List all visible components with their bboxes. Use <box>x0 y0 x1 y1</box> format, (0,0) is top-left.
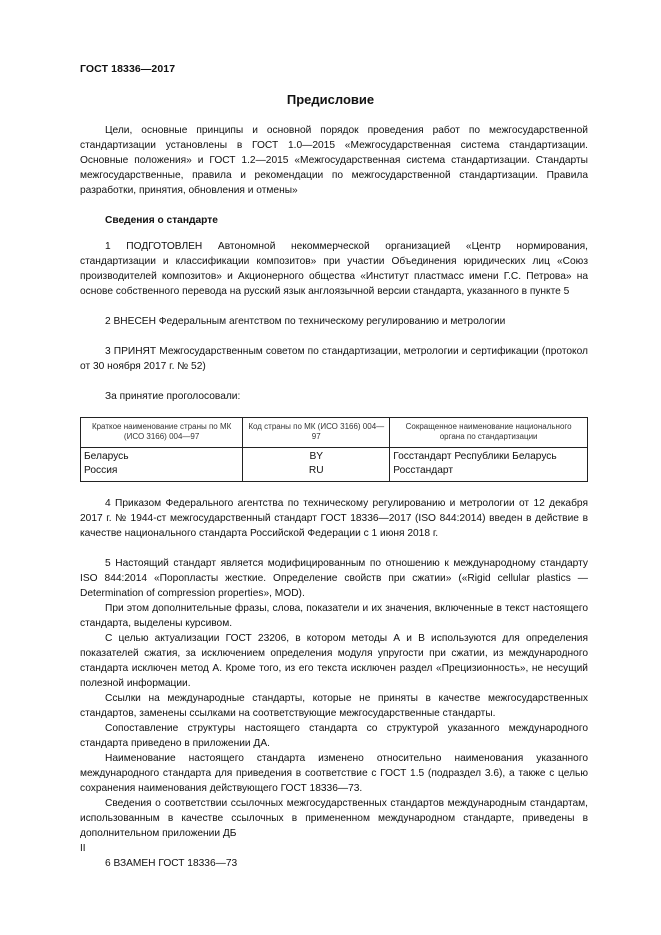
item-5-structure-note: Сопоставление структуры настоящего стандарта со структурой указанного международного стандарта приведено в приложении ДА. <box>80 723 588 749</box>
table-row <box>81 464 588 482</box>
page-number: II <box>80 843 86 854</box>
item-1-paragraph: 1 ПОДГОТОВЛЕН Автономной некоммерческой организацией «Центр нормирования, стандартизации и классификации композитов» при участии Объединения юридических лиц «Союз производителей композитов» и Акционерного общества «Институт пластмасс имени Г.С. Петрова» на основе собственного перевода на русский язык англоязычной версии стандарта, указанного в пункте 5 <box>80 241 588 297</box>
info-heading: Сведения о стандарте <box>105 215 218 226</box>
item-5-references-note: Ссылки на международные стандарты, которые не приняты в качестве межгосударственных стандартов, заменены ссылками на соответствующие межгосударственные стандарты. <box>80 693 588 719</box>
item-6-paragraph: 6 ВЗАМЕН ГОСТ 18336—73 <box>105 858 238 869</box>
column-header-code: Код страны по МК (ИСО 3166) 004—97 <box>243 418 390 448</box>
column-header-body: Сокращенное наименование национального органа по стандартизации <box>390 418 588 448</box>
voting-table <box>80 417 588 482</box>
country-cell: Беларусь <box>81 448 243 465</box>
intro-paragraph: Цели, основные принципы и основной порядок проведения работ по межгосударственной стандартизации установлены в ГОСТ 1.0—2015 «Межгосударственная система стандартизации. Основные положения» и ГОСТ 1.2—2015 «Межгосударственная система стандартизации. Стандарты межгосударственные, правила и рекомендации по межгосударственной стандартизации. Правила разработки, принятия, обновления и отмены» <box>80 125 588 196</box>
item-4-paragraph: 4 Приказом Федерального агентства по техническому регулированию и метрологии от 12 декабря 2017 г. № 1944-ст межгосударственный стандарт ГОСТ 18336—2017 (ISO 844:2014) введен в действие в качестве национального стандарта Российской Федерации с 1 июня 2018 г. <box>80 498 588 539</box>
code-cell: BY <box>243 448 390 465</box>
foreword-body <box>80 123 588 871</box>
item-5-conformity-note: Сведения о соответствии ссылочных межгосударственных стандартов международным стандартам, использованным в качестве ссылочных в примененном международном стандарте, приведены в дополнительном приложении ДБ <box>80 798 588 839</box>
code-cell: RU <box>243 464 390 482</box>
item-3-paragraph: 3 ПРИНЯТ Межгосударственным советом по стандартизации, метрологии и сертификации (протокол от 30 ноября 2017 г. № 52) <box>80 346 588 372</box>
body-cell: Госстандарт Республики Беларусь <box>390 448 588 465</box>
item-5-title-note: Наименование настоящего стандарта изменено относительно наименования указанного международного стандарта для приведения в соответствие с ГОСТ 1.5 (подраздел 3.6), а также с целью сохранения наименования действующего ГОСТ 18336—73. <box>80 753 588 794</box>
table-row <box>81 448 588 465</box>
vote-label: За принятие проголосовали: <box>105 391 241 402</box>
page-title: Предисловие <box>286 92 375 107</box>
item-5-update-note: С целью актуализации ГОСТ 23206, в котором методы А и В используются для определения показателей сжатия, за исключением определения модуля упругости при сжатии, из международного стандарта исключен метод А. Кроме того, из его текста исключен раздел «Прецизионность», не несущий полезной информации. <box>80 633 588 689</box>
item-5-paragraph: 5 Настоящий стандарт является модифицированным по отношению к международному стандарту ISO 844:2014 «Поропласты жесткие. Определение свойств при сжатии» («Rigid cellular plastics — Determination of compression properties», MOD). <box>80 558 588 599</box>
body-cell: Росстандарт <box>390 464 588 482</box>
item-5-italic-note: При этом дополнительные фразы, слова, показатели и их значения, включенные в текст настоящего стандарта, выделены курсивом. <box>80 603 588 629</box>
voting-table-header-row <box>81 418 588 448</box>
item-2-paragraph: 2 ВНЕСЕН Федеральным агентством по техническому регулированию и метрологии <box>105 316 506 327</box>
document-code-header: ГОСТ 18336—2017 <box>80 63 176 75</box>
column-header-country: Краткое наименование страны по МК (ИСО 3166) 004—97 <box>81 418 243 448</box>
country-cell: Россия <box>81 464 243 482</box>
